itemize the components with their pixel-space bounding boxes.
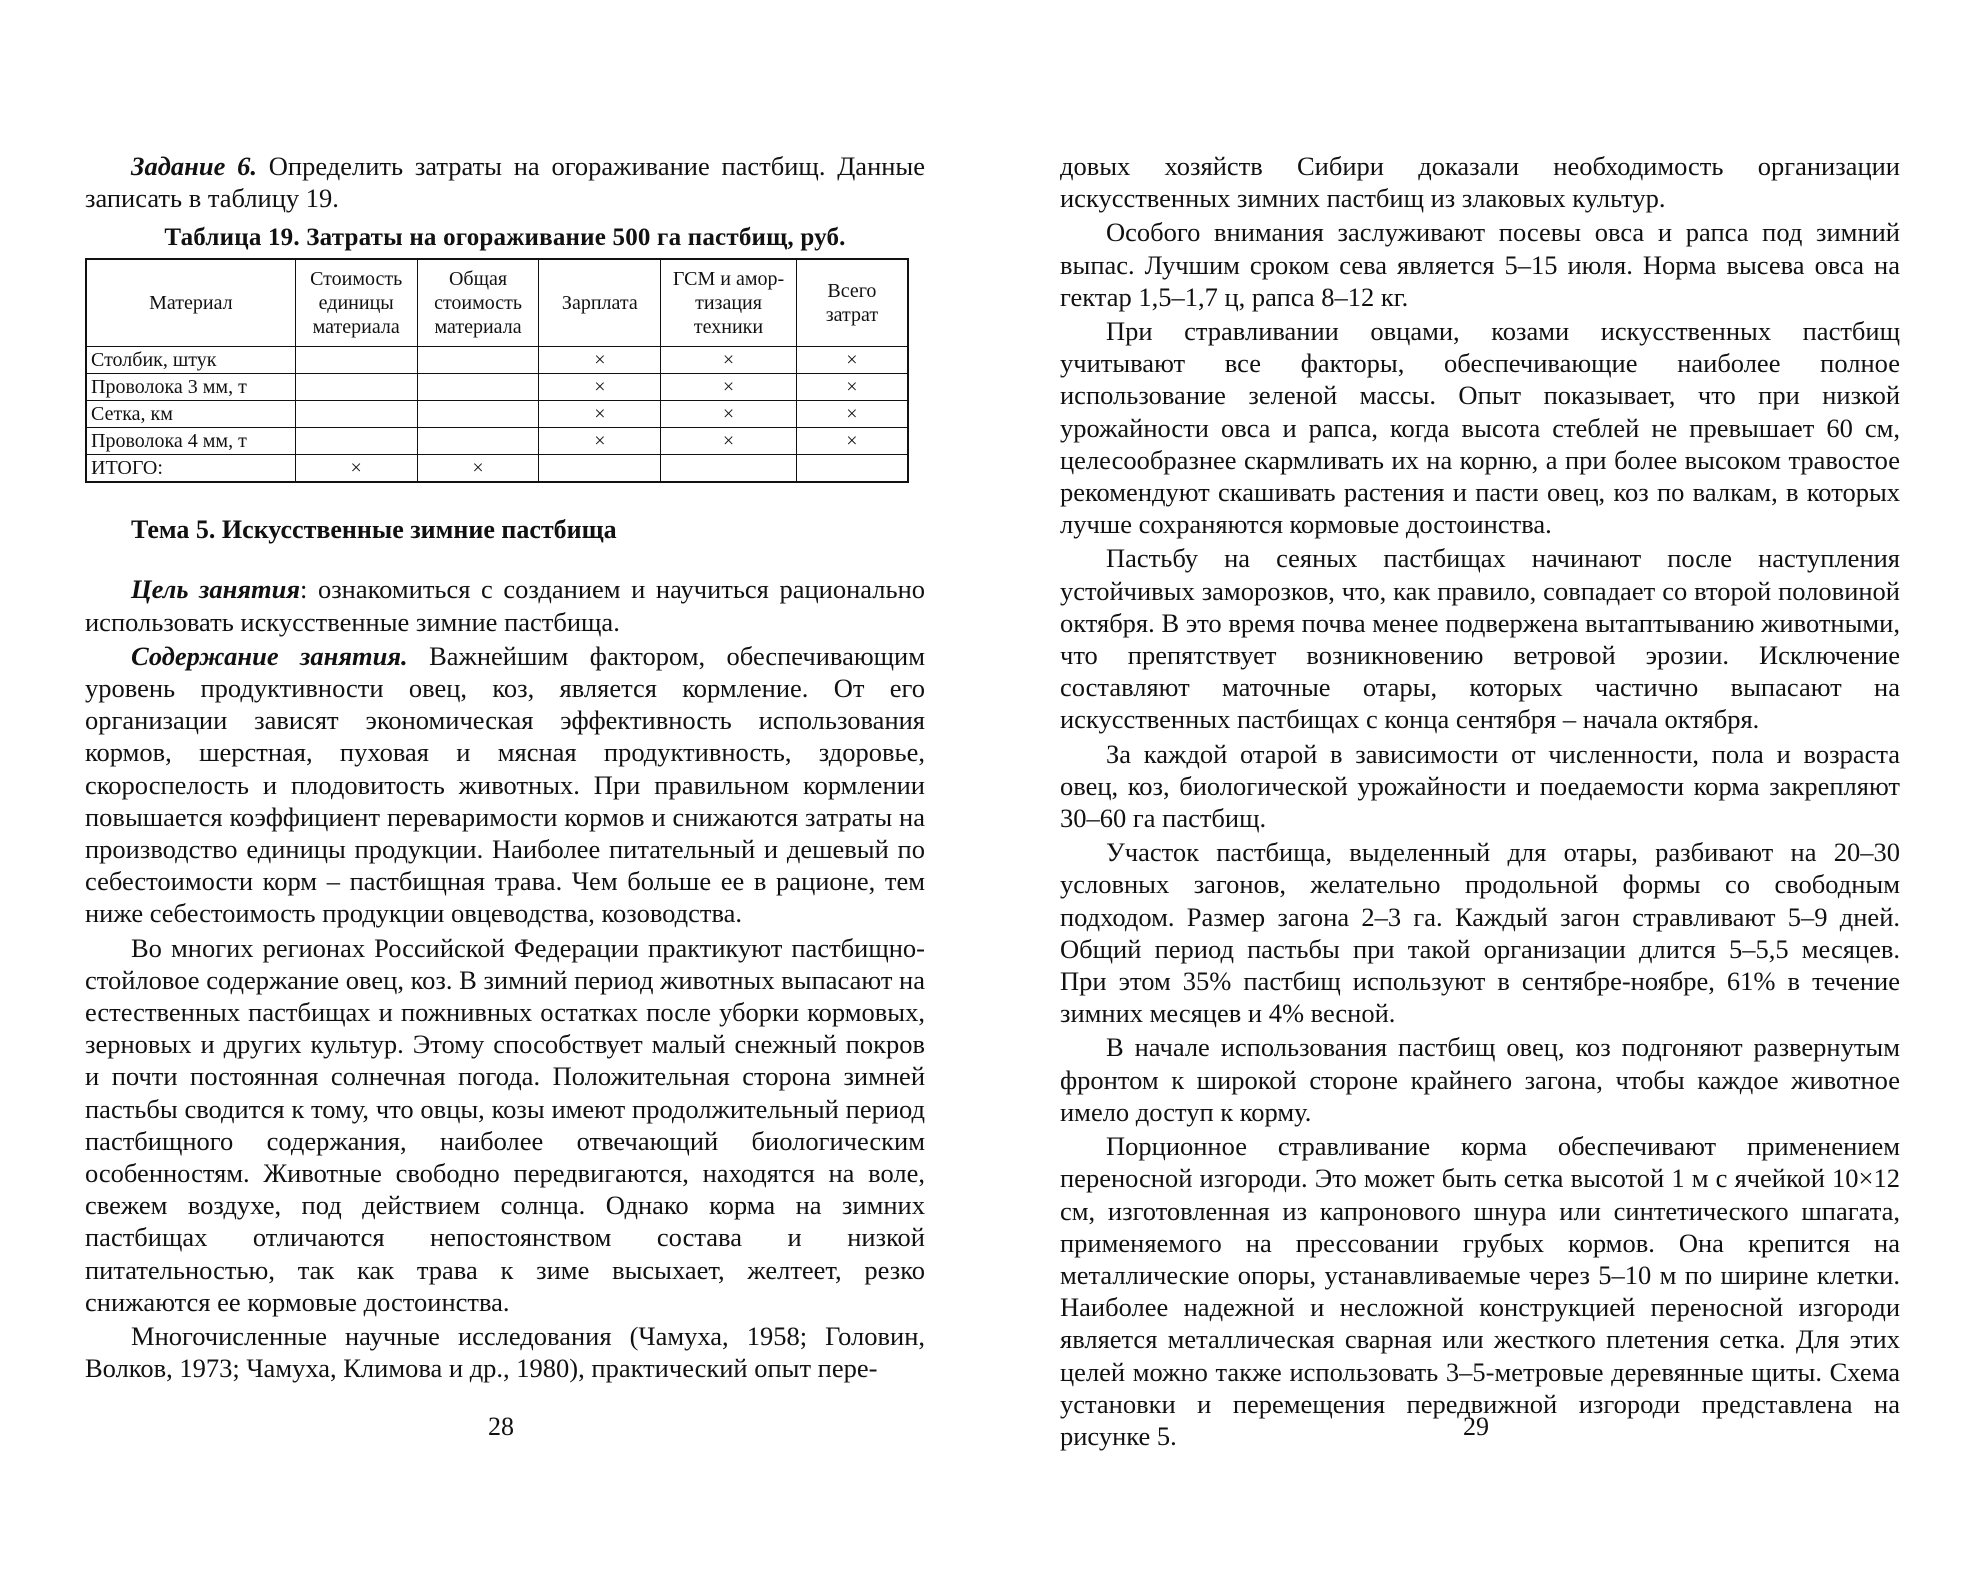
goal-paragraph [85,573,925,637]
table-cell: Проволока 4 мм, т [86,428,295,455]
task-text: Определить затраты на огораживание пастбищ. Данные записать в таблицу 19. [85,151,925,214]
body-paragraph: Пастьбу на сеяных пастбищах начинают после наступления устойчивых заморозков, что, как правило, совпадает со второй половиной октября. В это время почва менее подвержена вытаптыванию животными, что препятствует возникновению ветровой эрозии. Исключение составляют маточные отары, которых частично выпасают на искусственных пастбищах с конца сентября – начала октября. [1060,543,1900,735]
table-cell [417,374,539,401]
table-cell: × [796,374,908,401]
page-number-left: 28 [488,1412,514,1441]
table-cell [661,455,797,483]
table-cell: × [295,455,417,483]
body-paragraph: Многочисленные научные исследования (Чамуха, 1958; Головин, Волков, 1973; Чамуха, Климова и др., 1980), практический опыт пере- [85,1321,925,1384]
table-row [86,401,908,428]
table-cell: × [539,347,661,374]
content-text: Важнейшим фактором, обеспечивающим уровень продуктивности овец, коз, является кормление. От его организации зависят экономическая эффективность использования кормов, шерстная, пуховая и мясная продуктивность, здоровье, скороспелость и плодовитость животных. При правильном кормлении повышается коэффициент переваримости кормов и снижаются затраты на производство единицы продукции. Наиболее питательный и дешевый по себестоимости корм – пастбищная трава. Чем больше ее в рационе, тем ниже себестоимость продукции овцеводства, козоводства. [85,640,925,929]
table-cell: × [796,347,908,374]
table-cell [295,428,417,455]
table-cell: ИТОГО: [86,455,295,483]
table-cell: Сетка, км [86,401,295,428]
table-cell: × [539,401,661,428]
body-paragraph: Во многих регионах Российской Федерации практикуют пастбищно-стойловое содержание овец, коз. В зимний период животных выпасают на естественных пастбищах и пожнивных остатках после уборки кормовых, зерновых и других культур. Этому способствует малый снежный покров и почти постоянная солнечная погода. Положительная сторона зимней пастьбы сводится к тому, что овцы, козы имеют продолжительный период пастбищного содержания, наиболее отвечающий биологическим особенностям. Животные свободно передвигаются, находятся на воле, свежем воздухе, под действием солнца. Однако корма на зимних пастбищах отличаются непостоянством состава и низкой питательностью, так как трава к зиме высыхает, желтеет, резко снижаются ее кормовые достоинства. [85,932,925,1317]
table-cell [295,401,417,428]
column-header: Общая стоимость материала [417,259,539,347]
body-paragraph: В начале использования пастбищ овец, коз подгоняют развернутым фронтом к широкой стороне крайнего загона, чтобы каждое животное имело доступ к корму. [1060,1032,1900,1127]
table-caption: Таблица 19. Затраты на огораживание 500 га пастбищ, руб. [164,224,846,252]
goal-label: Цель занятия [131,574,300,605]
table-cell [417,347,539,374]
table-cell: × [796,428,908,455]
page-number-right: 29 [1463,1412,1489,1441]
table-cell: × [661,347,797,374]
goal-text: : ознакомиться с созданием и научиться рационально использовать искусственные зимние пастбища. [85,574,926,637]
table-row [86,428,908,455]
table-cell [295,374,417,401]
cost-table [85,258,909,483]
column-header: ГСМ и амор-тизация техники [661,259,797,347]
table-cell: × [417,455,539,483]
table-header-row [86,259,908,347]
table-cell: × [661,401,797,428]
table-cell: × [661,374,797,401]
table-cell: × [661,428,797,455]
content-label: Содержание занятия. [131,640,408,671]
body-paragraph: При стравливании овцами, козами искусственных пастбищ учитывают все факторы, обеспечивающие наиболее полное использование зеленой массы. Опыт показывает, что при низкой урожайности овса и рапса, когда высота стеблей не превышает 60 см, целесообразнее скармливать их на корню, а при более высоком травостое рекомендуют скашивать растения и пасти овец, коз по валкам, в которых лучше сохраняются кормовые достоинства. [1060,316,1900,540]
theme-title: Тема 5. Искусственные зимние пастбища [131,515,617,545]
column-header: Стоимость единицы материала [295,259,417,347]
table-cell: Столбик, штук [86,347,295,374]
body-paragraph: За каждой отарой в зависимости от численности, пола и возраста овец, коз, биологической урожайности и поедаемости корма закрепляют 30–60 га пастбищ. [1060,738,1900,834]
table-cell [539,455,661,483]
table-cell [295,347,417,374]
table-row [86,347,908,374]
column-header: Зарплата [539,259,661,347]
body-paragraph: довых хозяйств Сибири доказали необходимость организации искусственных зимних пастбищ из злаковых культур. [1060,151,1900,214]
body-paragraph: Участок пастбища, выделенный для отары, разбивают на 20–30 условных загонов, желательно продольной формы со свободным подходом. Размер загона 2–3 га. Каждый загон стравливают 5–9 дней. Общий период пастьбы при такой организации длится 5–5,5 месяцев. При этом 35% пастбищ используют в сентябре-ноябре, 61% в течение зимних месяцев и 4% весной. [1060,837,1900,1029]
table-total-row [86,455,908,483]
right-page [1060,150,1900,1452]
table-cell: × [796,401,908,428]
table-cell [417,401,539,428]
column-header: Всего затрат [796,259,908,347]
left-page [85,150,925,1384]
column-header: Материал [86,259,295,347]
table-cell [417,428,539,455]
table-cell: Проволока 3 мм, т [86,374,295,401]
table-cell: × [539,428,661,455]
table-row [86,374,908,401]
body-paragraph: Порционное стравливание корма обеспечивают применением переносной изгороди. Это может быть сетка высотой 1 м с ячейкой 10×12 см, изготовленная из капронового шнура или синтетического шпагата, применяемого на прессовании грубых кормов. Она крепится на металлические опоры, устанавливаемые через 5–10 м по ширине клетки. Наиболее надежной и несложной конструкцией переносной изгороди является металлическая сварная или жесткого плетения сетка. Для этих целей можно также использовать 3–5-метровые деревянные щиты. Схема установки и перемещения передвижной изгороди представлена на рисунке 5. [1060,1131,1900,1451]
content-paragraph [85,640,925,930]
table-cell [796,455,908,483]
table-cell: × [539,374,661,401]
task-label: Задание 6. [131,151,257,181]
body-paragraph: Особого внимания заслуживают посевы овса и рапса под зимний выпас. Лучшим сроком сева является 5–15 июля. Норма высева овса на гектар 1,5–1,7 ц, рапса 8–12 кг. [1060,217,1900,312]
task-paragraph [85,150,925,214]
